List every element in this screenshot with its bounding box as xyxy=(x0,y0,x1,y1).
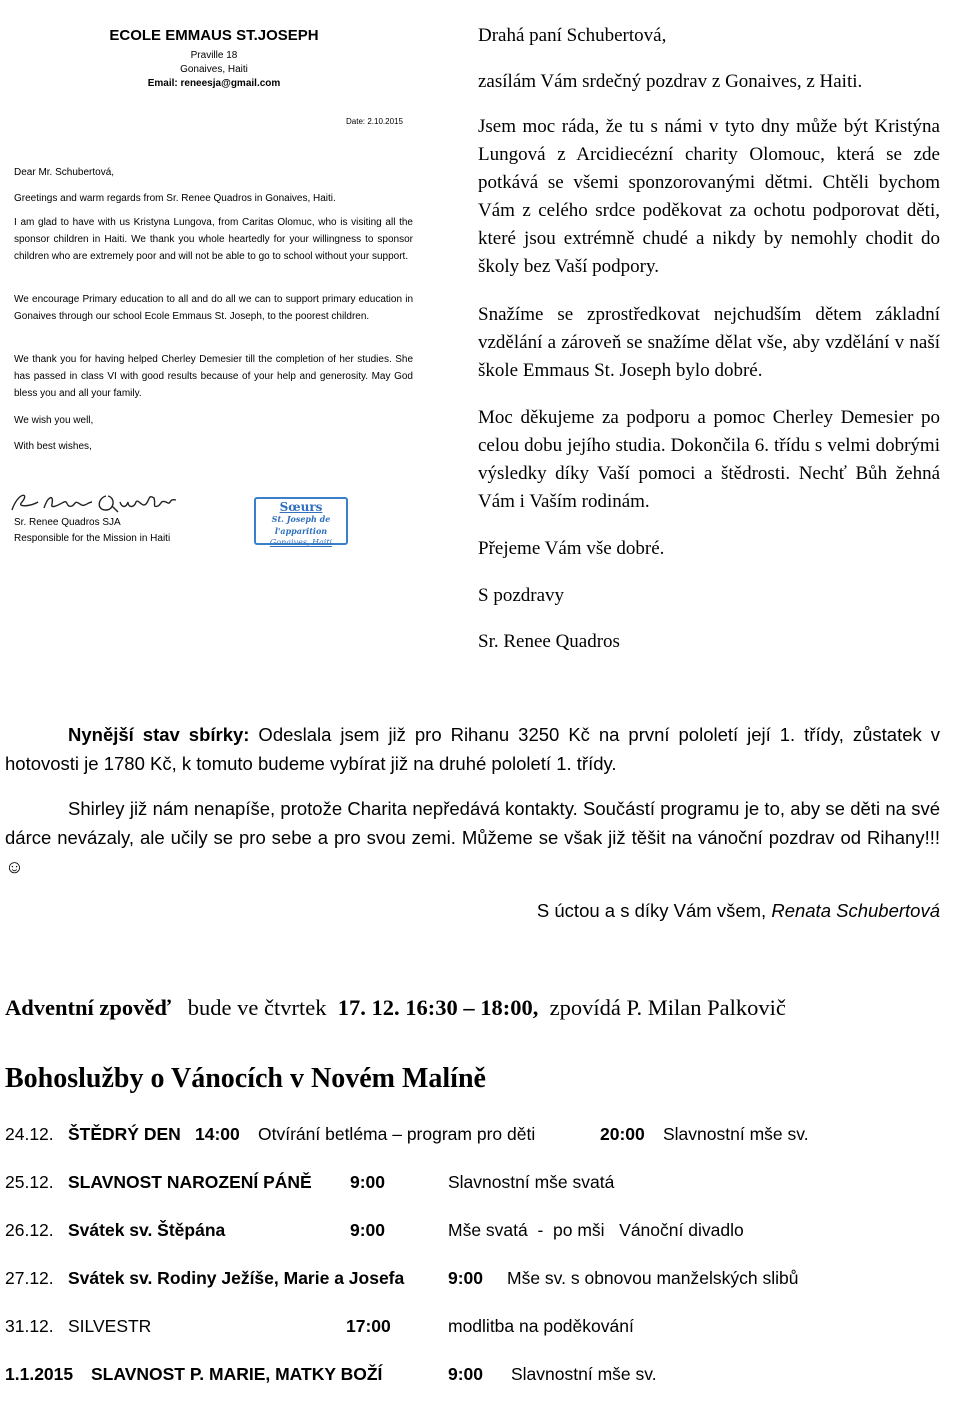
schedule-name: Svátek sv. Štěpána xyxy=(68,1220,226,1240)
advent-time: 17. 12. 16:30 – 18:00, xyxy=(337,995,539,1020)
schedule-row xyxy=(5,1316,945,1344)
closing-name: Renata Schubertová xyxy=(771,900,940,921)
translation-paragraph: Moc děkujeme za podporu a pomoc Cherley Demesier po celou dobu jejího studia. Dokončila 6. třídu s velmi dobrými výsledky díky Vaší pomoci a štědrosti. Nechť Bůh žehná Vám i Vaším rodinám. xyxy=(478,407,940,512)
stamp-line: Sœurs xyxy=(279,500,323,514)
schedule-name: Svátek sv. Rodiny Ježíše, Marie a Josefa xyxy=(68,1268,405,1288)
letter-paragraph: Greetings and warm regards from Sr. Renee Quadros in Gonaives, Haiti. xyxy=(14,193,336,204)
letter-date: Date: 2.10.2015 xyxy=(346,117,403,126)
letter-paragraph: With best wishes, xyxy=(14,441,92,452)
schedule-name: ŠTĚDRÝ DEN xyxy=(68,1124,181,1144)
stamp-line: St. Joseph de l'apparition xyxy=(271,514,331,536)
translation-paragraph: zasílám Vám srdečný pozdrav z Gonaives, z Haiti. xyxy=(478,71,863,92)
letterhead-city: Gonaives, Haiti xyxy=(180,64,248,75)
schedule-date: 24.12. xyxy=(5,1124,54,1144)
collection-status-text: Odeslala jsem již pro Rihanu 3250 Kč na první pololetí její 1. třídy, zůstatek v hotovosti je 1780 Kč, k tomuto budeme vybírat již na druhé pololetí 1. třídy. xyxy=(5,724,940,774)
translation-paragraph: S pozdravy xyxy=(478,585,565,606)
advent-text: bude ve čtvrtek xyxy=(187,995,327,1020)
schedule-name: SLAVNOST P. MARIE, MATKY BOŽÍ xyxy=(91,1364,383,1384)
signatory-name: Sr. Renee Quadros SJA xyxy=(14,517,121,528)
schedule-date: 27.12. xyxy=(5,1268,54,1288)
shirley-paragraph xyxy=(5,794,940,881)
translation-paragraph: Snažíme se zprostředkovat nejchudším dětem základní vzdělání a zároveň se snažíme dělat vše, aby vzdělání v naší škole Emmaus St. Joseph bylo dobré. xyxy=(478,304,940,381)
advent-title: Adventní zpověď xyxy=(5,995,171,1020)
schedule-date: 1.1.2015 xyxy=(5,1364,74,1384)
schedule-description: Slavnostní mše svatá xyxy=(448,1172,615,1192)
advent-confession xyxy=(5,995,786,1021)
schedule-time: 20:00 xyxy=(600,1124,645,1144)
translation-signature: Sr. Renee Quadros xyxy=(478,631,620,652)
letterhead-email: Email: reneesja@gmail.com xyxy=(147,78,281,89)
letter-paragraph: We encourage Primary education to all and do all we can to support primary education in Gonaives through our school Ecole Emmaus St. Joseph, to the poorest children. xyxy=(14,294,413,322)
translation-paragraph: Přejeme Vám vše dobré. xyxy=(478,538,665,559)
letter-paragraph: We wish you well, xyxy=(14,415,94,426)
letter-salutation: Dear Mr. Schubertová, xyxy=(14,167,115,178)
schedule-description: Otvírání betléma – program pro děti xyxy=(258,1124,536,1144)
closing-text: S úctou a s díky Vám všem, xyxy=(536,900,772,921)
schedule-row xyxy=(5,1268,945,1296)
signatory-role: Responsible for the Mission in Haiti xyxy=(14,533,171,544)
schedule-date: 26.12. xyxy=(5,1220,54,1240)
letterhead-school-name: ECOLE EMMAUS ST.JOSEPH xyxy=(109,27,319,44)
schedule-row xyxy=(5,1220,945,1248)
schedule-name: SILVESTR xyxy=(68,1316,152,1336)
schedule-time: 9:00 xyxy=(448,1268,484,1288)
translation-paragraph: Jsem moc ráda, že tu s námi v tyto dny může být Kristýna Lungová z Arcidiecézní charity Olomouc, která se zde potkává se všemi sponzorovanými dětmi. Chtěli bychom Vám z celého srdce poděkovat za ochotu podporovat děti, které jsou extrémně chudé a nikdy by nemohly chodit do školy bez Vaší podpory. xyxy=(478,116,940,277)
advent-confessor: zpovídá P. Milan Palkovič xyxy=(549,995,786,1020)
collection-status-label: Nynější stav sbírky: xyxy=(68,724,250,745)
letterhead-address: Praville 18 xyxy=(190,50,238,61)
services-heading: Bohoslužby o Vánocích v Novém Malíně xyxy=(5,1063,486,1094)
closing-line xyxy=(300,900,940,922)
translation-salutation: Drahá paní Schubertová, xyxy=(478,25,667,46)
schedule-name: SLAVNOST NAROZENÍ PÁNĚ xyxy=(68,1172,312,1192)
schedule-time: 14:00 xyxy=(195,1124,240,1144)
schedule-row xyxy=(5,1124,945,1152)
schedule-time: 9:00 xyxy=(350,1172,386,1192)
schedule-description: Slavnostní mše sv. xyxy=(663,1124,809,1144)
stamp xyxy=(254,497,348,545)
schedule-row xyxy=(5,1364,945,1392)
schedule-time: 9:00 xyxy=(448,1364,484,1384)
schedule-row xyxy=(5,1172,945,1200)
shirley-text: Shirley již nám nenapíše, protože Charita nepředává kontakty. Součástí programu je to, aby se děti na své dárce nevázaly, ale učily se pro sebe a pro svou zemi. Můžeme se však již těšit na vánoční pozdrav od Rihany!!! ☺ xyxy=(5,798,940,877)
letter-paragraph: I am glad to have with us Kristyna Lungova, from Caritas Olomuc, who is visiting all the sponsor children in Haiti. We thank you whole heartedly for your willingness to sponsor children who are extremely poor and will not be able to go to school without your support. xyxy=(14,217,413,262)
collection-status-paragraph xyxy=(5,720,940,778)
scanned-letter xyxy=(0,0,440,580)
handwritten-signature xyxy=(8,488,183,518)
schedule-date: 31.12. xyxy=(5,1316,54,1336)
schedule-description: Slavnostní mše sv. xyxy=(511,1364,657,1384)
schedule-description: modlitba na poděkování xyxy=(448,1316,634,1336)
stamp-line: Gonaives, Haiti xyxy=(269,538,333,547)
schedule-date: 25.12. xyxy=(5,1172,54,1192)
schedule-time: 17:00 xyxy=(346,1316,391,1336)
schedule-description: Mše svatá - po mši Vánoční divadlo xyxy=(448,1220,744,1240)
schedule-description: Mše sv. s obnovou manželských slibů xyxy=(507,1268,799,1288)
letter-paragraph: We thank you for having helped Cherley Demesier till the completion of her studies. She has passed in class VI with good results because of your help and generosity. May God bless you and all your family. xyxy=(14,354,413,399)
schedule-time: 9:00 xyxy=(350,1220,386,1240)
